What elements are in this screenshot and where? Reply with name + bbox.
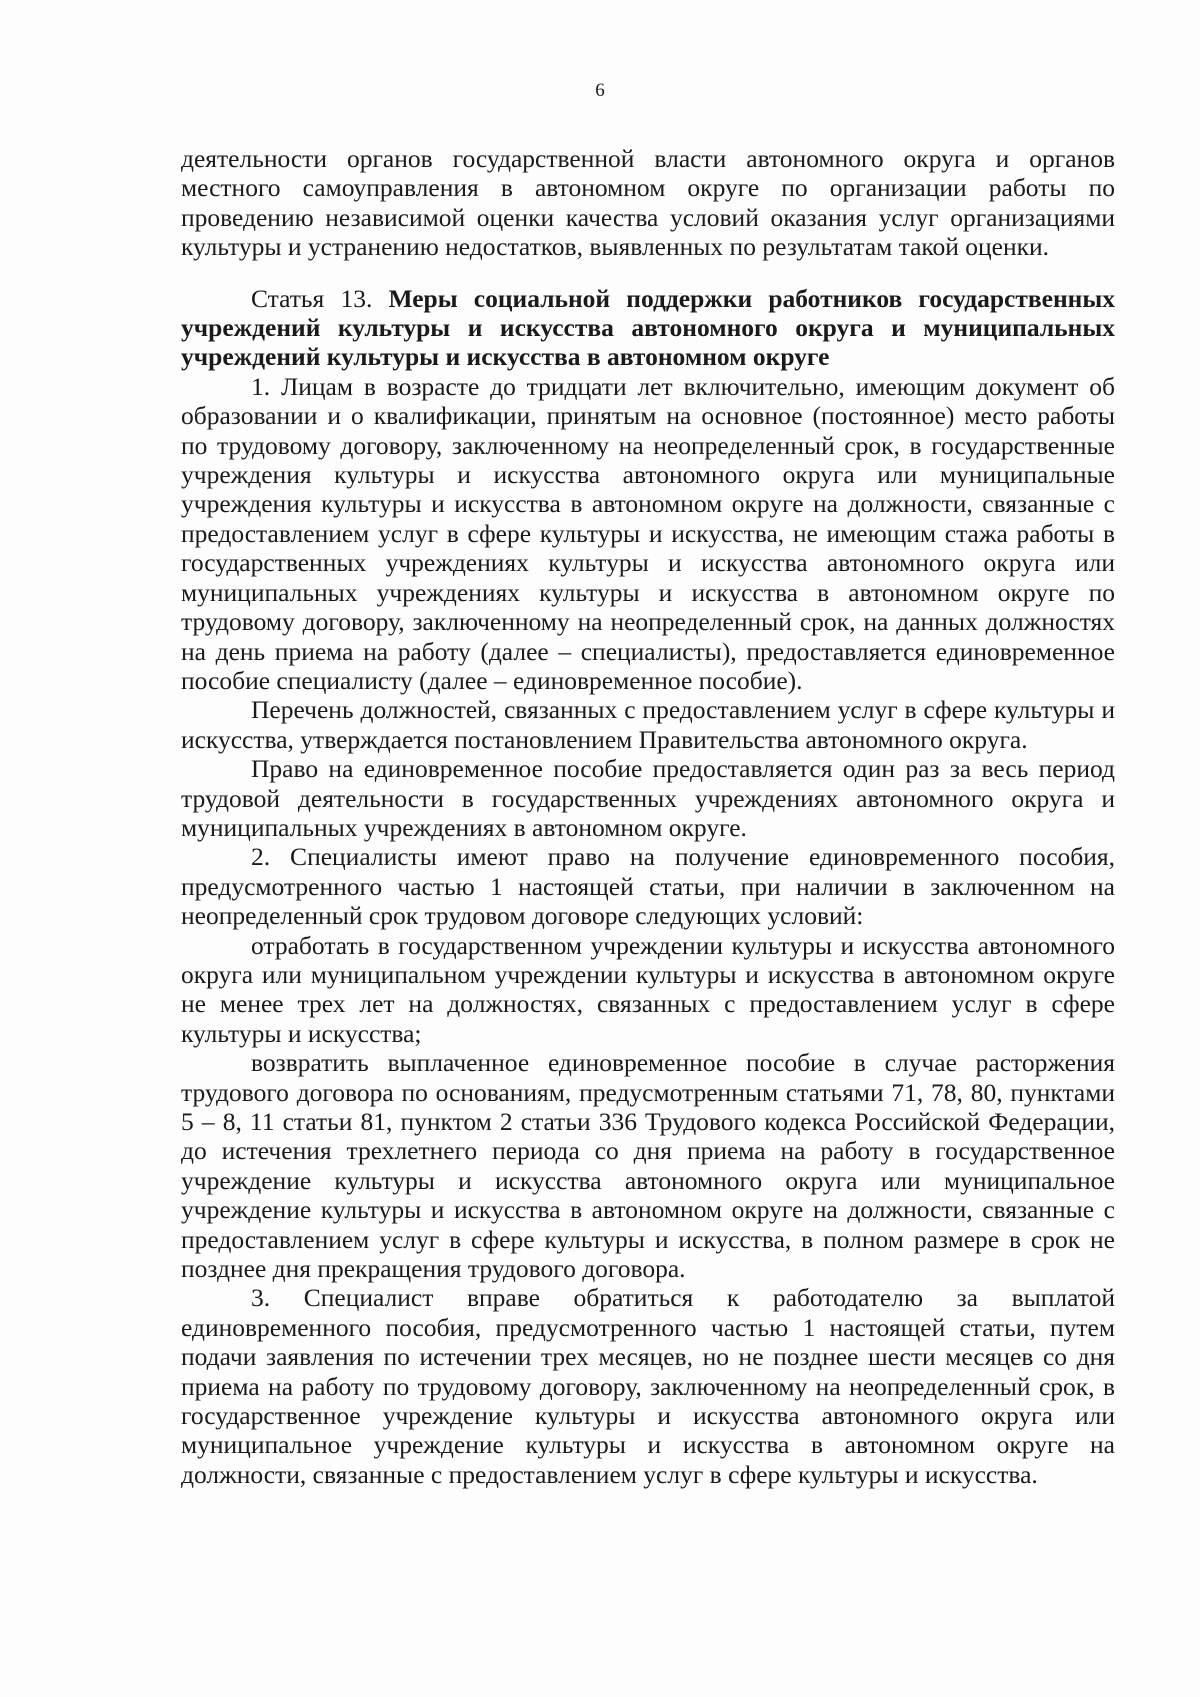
- paragraph-3: Право на единовременное пособие предоставляется один раз за весь период трудовой деятельности в государственных учреждениях автономного округа и муниципальных учреждениях в автономном округе.: [181, 754, 1115, 842]
- paragraph-6: возвратить выплаченное единовременное пособие в случае расторжения трудового договора по основаниям, предусмотренным статьями 71, 78, 80, пунктами 5 – 8, 11 статьи 81, пунктом 2 статьи 336 Трудового кодекса Российской Федерации, до истечения трехлетнего периода со дня приема на работу в государственное учреждение культуры и искусства автономного округа или муниципальное учреждение культуры и искусства в автономном округе на должности, связанные с предоставлением услуг в сфере культуры и искусства, в полном размере в срок не позднее дня прекращения трудового договора.: [181, 1048, 1115, 1284]
- paragraph-2: Перечень должностей, связанных с предоставлением услуг в сфере культуры и искусства, утверждается постановлением Правительства автономного округа.: [181, 695, 1115, 754]
- paragraph-5: отработать в государственном учреждении культуры и искусства автономного округа или муниципальном учреждении культуры и искусства в автономном округе не менее трех лет на должностях, связанных с предоставлением услуг в сфере культуры и искусства;: [181, 930, 1115, 1048]
- paragraph-7: 3. Специалист вправе обратиться к работодателю за выплатой единовременного пособия, предусмотренного частью 1 настоящей статьи, путем подачи заявления по истечении трех месяцев, но не позднее шести месяцев со дня приема на работу по трудовому договору, заключенному на неопределенный срок, в государственное учреждение культуры и искусства автономного округа или муниципальное учреждение культуры и искусства в автономном округе на должности, связанные с предоставлением услуг в сфере культуры и искусства.: [181, 1283, 1115, 1489]
- intro-paragraph: деятельности органов государственной власти автономного округа и органов местного самоуправления в автономном округе по организации работы по проведению независимой оценки качества условий оказания услуг организациями культуры и устранению недостатков, выявленных по результатам такой оценки.: [181, 144, 1115, 262]
- paragraph-4: 2. Специалисты имеют право на получение единовременного пособия, предусмотренного частью 1 настоящей статьи, при наличии в заключенном на неопределенный срок трудовом договоре следующих условий:: [181, 842, 1115, 931]
- document-body: [181, 144, 1115, 1489]
- article-heading: [181, 284, 1115, 372]
- page-number: 6: [595, 80, 605, 101]
- paragraph-1: 1. Лицам в возрасте до тридцати лет включительно, имеющим документ об образовании и о квалификации, принятым на основное (постоянное) место работы по трудовому договору, заключенному на неопределенный срок, в государственные учреждения культуры и искусства автономного округа или муниципальные учреждения культуры и искусства в автономном округе на должности, связанные с предоставлением услуг в сфере культуры и искусства, не имеющим стажа работы в государственных учреждениях культуры и искусства автономного округа или муниципальных учреждениях культуры и искусства в автономном округе по трудовому договору, заключенному на неопределенный срок, на данных должностях на день приема на работу (далее – специалисты), предоставляется единовременное пособие специалисту (далее – единовременное пособие).: [181, 371, 1115, 695]
- article-number: Статья 13.: [251, 283, 373, 313]
- article-title: Меры социальной поддержки работников государственных учреждений культуры и искусства автономного округа и муниципальных учреждений культуры и искусства в автономном округе: [181, 283, 1116, 372]
